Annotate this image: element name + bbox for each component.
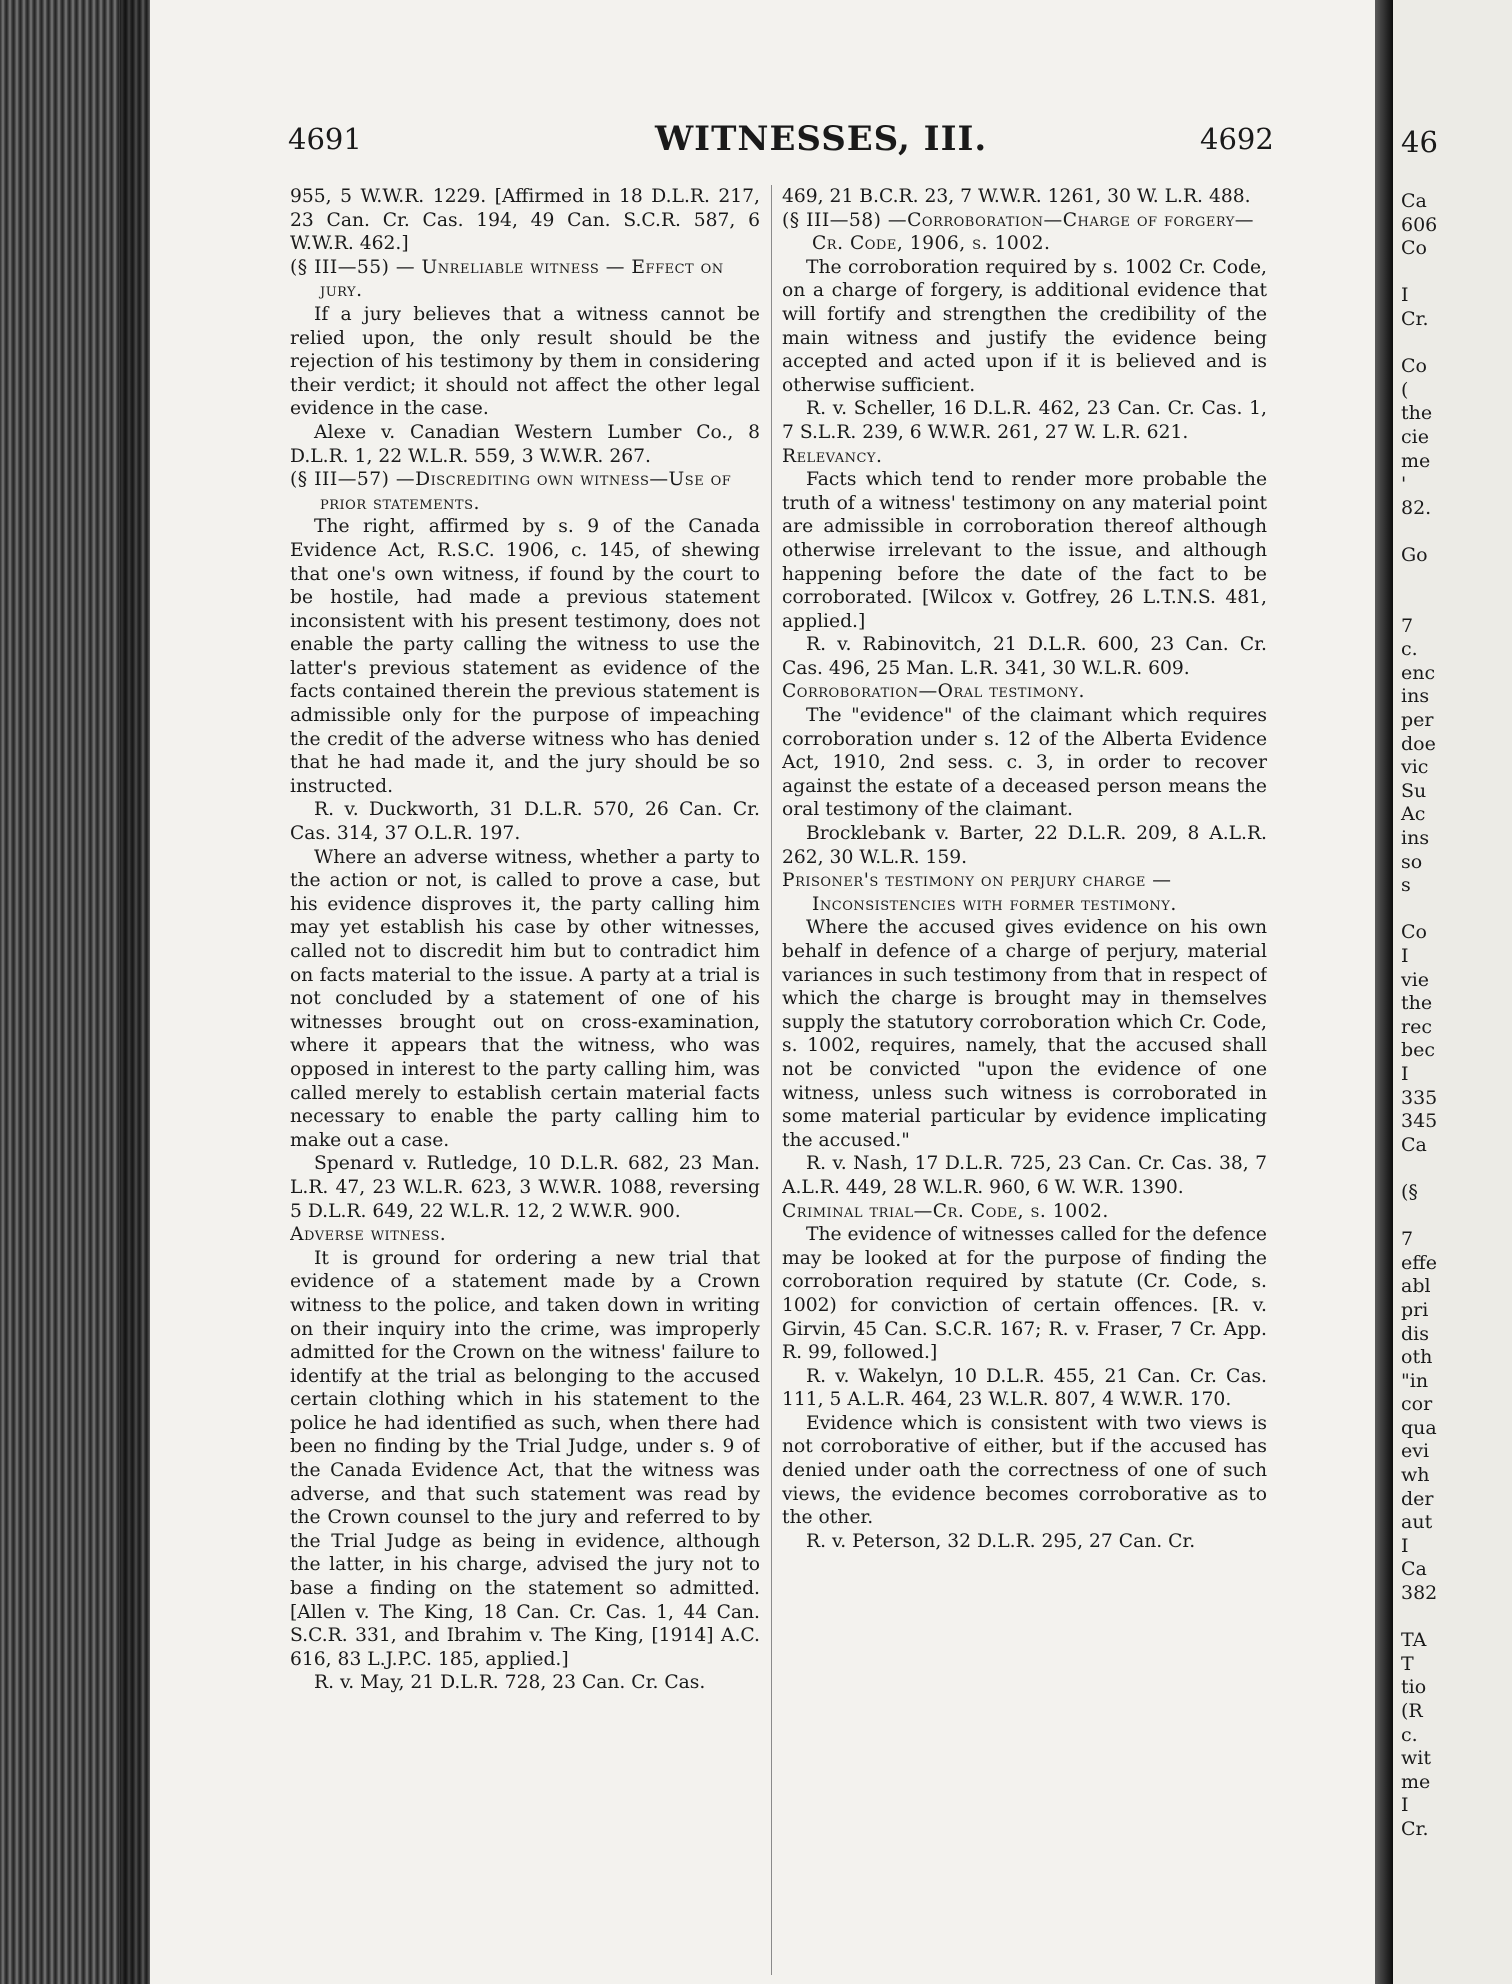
next-page-edge bbox=[1393, 0, 1512, 1984]
paragraph: The "evidence" of the claimant which requires corroboration under s. 12 of the Alberta Evidence Act, 1910, 2nd sess. c. 3, in order to recover against the estate of a deceased person means the oral testimony of the claimant. bbox=[782, 705, 1267, 821]
next-page-fragment: so bbox=[1401, 850, 1423, 873]
case-citation: R. v. Nash, 17 D.L.R. 725, 23 Can. Cr. Cas. 38, 7 A.L.R. 449, 28 W.L.R. 960, 6 W. W.R. 1390. bbox=[782, 1153, 1267, 1198]
subheading-oral-testimony: Corroboration—Oral testimony. bbox=[782, 681, 1085, 703]
section-heading-58: (§ III—58) —Corroboration—Charge of forgery—Cr. Code, 1906, s. 1002. bbox=[782, 209, 1254, 255]
next-page-fragment: per bbox=[1401, 709, 1434, 732]
next-page-fragment bbox=[1401, 898, 1512, 922]
next-page-fragment: aut bbox=[1401, 1511, 1433, 1534]
next-page-fragment: wit bbox=[1401, 1747, 1431, 1770]
next-page-fragment: 7 bbox=[1401, 614, 1414, 637]
case-citation: R. v. Peterson, 32 D.L.R. 295, 27 Can. Cr. bbox=[806, 1530, 1196, 1552]
case-citation: R. v. May, 21 D.L.R. 728, 23 Can. Cr. Cas. bbox=[314, 1672, 706, 1694]
next-page-fragment: 46 bbox=[1401, 125, 1438, 159]
subheading-relevancy: Relevancy. bbox=[782, 445, 883, 467]
next-page-fragment: me bbox=[1401, 1770, 1431, 1793]
case-citation: R. v. Scheller, 16 D.L.R. 462, 23 Can. Cr. Cas. 1, 7 S.L.R. 239, 6 W.W.R. 261, 27 W. L.R. 621. bbox=[782, 398, 1267, 443]
next-page-fragment: qua bbox=[1401, 1416, 1437, 1439]
case-citation: R. v. Wakelyn, 10 D.L.R. 455, 21 Can. Cr. Cas. 111, 5 A.L.R. 464, 23 W.L.R. 807, 4 W.W.R. 170. bbox=[782, 1365, 1267, 1411]
next-page-fragment bbox=[1401, 568, 1512, 592]
next-page-fragment: cie bbox=[1401, 425, 1429, 448]
next-page-fragment: ' bbox=[1401, 473, 1407, 496]
case-citation: R. v. Duckworth, 31 D.L.R. 570, 26 Can. Cr. Cas. 314, 37 O.L.R. 197. bbox=[290, 799, 760, 845]
next-page-fragment: (R bbox=[1401, 1700, 1423, 1722]
next-page-fragment: 345 bbox=[1401, 1110, 1438, 1133]
subheading-criminal-trial: Criminal trial—Cr. Code, s. 1002. bbox=[782, 1200, 1109, 1222]
next-page-fragment: pri bbox=[1401, 1298, 1429, 1321]
next-page-fragment: Su bbox=[1401, 779, 1427, 802]
next-page-fragment: 82. bbox=[1401, 496, 1432, 519]
next-page-fragment: vie bbox=[1401, 968, 1430, 991]
paragraph: Where an adverse witness, whether a party to the action or not, is called to prove a case, but his evidence disproves it, the party calling him may yet establish his case by other witnesses, called not to discredit him but to contradict him on facts material to the issue. A party at a trial is not concluded by a statement of one of his witnesses brought out on cross-examination, where it appears that the witness, who was opposed in interest to the party calling him, was called merely to establish certain material facts necessary to enable the party calling him to make out a case. bbox=[290, 846, 760, 1151]
next-page-fragment: ins bbox=[1401, 685, 1430, 708]
next-page-fragment: tio bbox=[1401, 1676, 1427, 1699]
next-page-fragment: me bbox=[1401, 449, 1431, 472]
right-column bbox=[782, 185, 1267, 1975]
next-page-fragment: rec bbox=[1401, 1015, 1432, 1038]
next-page-fragment: Ac bbox=[1401, 803, 1426, 826]
subheading-adverse-witness: Adverse witness. bbox=[290, 1224, 447, 1246]
next-page-fragment: Co bbox=[1401, 355, 1427, 378]
paragraph: The right, affirmed by s. 9 of the Canada Evidence Act, R.S.C. 1906, c. 145, of shewing that one's own witness, if found by the court to be hostile, had made a previous statement inconsistent with his present testimony, does not enable the party calling the witness to use the latter's previous statement as evidence of the facts contained therein the previous statement is admissible only for the purpose of impeaching the credit of the adverse witness who has denied that he had made it, and the jury should be so instructed. bbox=[290, 516, 760, 797]
next-page-fragment: dis bbox=[1401, 1322, 1429, 1345]
next-page-fragment: I bbox=[1401, 1794, 1409, 1817]
next-page-fragment: 335 bbox=[1401, 1086, 1438, 1109]
paragraph: The evidence of witnesses called for the defence may be looked at for the purpose of finding the corroboration required by statute (Cr. Code, s. 1002) for conviction of certain offences. [R. v. Girvin, 45 Can. S.C.R. 167; R. v. Fraser, 7 Cr. App. R. 99, followed.] bbox=[782, 1224, 1267, 1364]
paragraph: Evidence which is consistent with two views is not corroborative of either, but if the accused has denied under oath the correctness of one of such views, the evidence becomes corroborative as to the other. bbox=[782, 1412, 1267, 1529]
next-page-fragments bbox=[1401, 112, 1512, 1842]
continuation-citation: 955, 5 W.W.R. 1229. [Affirmed in 18 D.L.R. 217, 23 Can. Cr. Cas. 194, 49 Can. S.C.R. 587, 6 W.W.R. 462.] bbox=[290, 186, 760, 255]
paragraph: The corroboration required by s. 1002 Cr. Code, on a charge of forgery, is additional evidence that will fortify and strengthen the credibility of the main witness and justify the evidence being accepted and acted upon if it is believed and is otherwise sufficient. bbox=[782, 256, 1267, 396]
next-page-fragment: the bbox=[1401, 402, 1433, 425]
next-page-fragment: TA bbox=[1401, 1629, 1427, 1652]
next-page-fragment: c. bbox=[1401, 638, 1418, 661]
case-citation: Spenard v. Rutledge, 10 D.L.R. 682, 23 Man. L.R. 47, 23 W.L.R. 623, 3 W.W.R. 1088, reversing 5 D.L.R. 649, 22 W.L.R. 12, 2 W.W.R. 900. bbox=[290, 1153, 760, 1222]
next-page-fragment bbox=[1401, 332, 1512, 356]
next-page-fragment: Go bbox=[1401, 543, 1428, 566]
case-citation: Alexe v. Canadian Western Lumber Co., 8 D.L.R. 1, 22 W.L.R. 559, 3 W.W.R. 267. bbox=[290, 421, 760, 467]
next-page-fragment: ( bbox=[1401, 378, 1409, 401]
next-page-fragment: 382 bbox=[1401, 1582, 1438, 1605]
next-page-fragment: der bbox=[1401, 1487, 1434, 1510]
next-page-fragment: Ca bbox=[1401, 1558, 1427, 1581]
paragraph: If a jury believes that a witness cannot be relied upon, the only result should be the rejection of his testimony by them in considering their verdict; it should not affect the other legal evidence in the case. bbox=[290, 303, 760, 420]
page-number-left: 4691 bbox=[288, 122, 362, 156]
subheading-prisoner-testimony: Prisoner's testimony on perjury charge —Inconsistencies with former testimony. bbox=[782, 870, 1177, 915]
next-page-fragment: Cr. bbox=[1401, 1817, 1429, 1840]
next-page-fragment bbox=[1401, 261, 1512, 285]
next-page-fragment: abl bbox=[1401, 1275, 1431, 1298]
running-title: WITNESSES, III. bbox=[655, 119, 988, 159]
next-page-fragment: enc bbox=[1401, 661, 1436, 684]
next-page-fragment: evi bbox=[1401, 1440, 1430, 1463]
paragraph: Where the accused gives evidence on his own behalf in defence of a charge of perjury, material variances in such testimony from that in respect of which the charge is brought may in themselves supply the statutory corroboration which Cr. Code, s. 1002, requires, namely, that the accused shall not be convicted "upon the evidence of one witness, unless such witness is corroborated in some material particular by evidence implicating the accused." bbox=[782, 917, 1267, 1151]
section-heading-57: (§ III—57) —Discrediting own witness—Use of prior statements. bbox=[290, 469, 732, 514]
left-column bbox=[290, 185, 760, 1975]
next-page-fragment: "in bbox=[1401, 1369, 1429, 1392]
next-page-fragment bbox=[1401, 1157, 1512, 1181]
next-page-fragment bbox=[1401, 1205, 1512, 1229]
next-page-fragment: Ca bbox=[1401, 1133, 1427, 1156]
next-page-fragment: wh bbox=[1401, 1464, 1430, 1487]
next-page-fragment: doe bbox=[1401, 732, 1436, 755]
next-page-fragment: the bbox=[1401, 992, 1433, 1015]
next-page-fragment: I bbox=[1401, 1062, 1409, 1085]
next-page-fragment: bec bbox=[1401, 1039, 1436, 1062]
next-page-fragment: oth bbox=[1401, 1346, 1433, 1369]
next-page-fragment: Co bbox=[1401, 237, 1427, 260]
paragraph: Facts which tend to render more probable the truth of a witness' testimony on any material point are admissible in corroboration thereof although otherwise irrelevant to the issue, and although happening before the date of the fact to be corroborated. [Wilcox v. Gotfrey, 26 L.T.N.S. 481, applied.] bbox=[782, 469, 1267, 632]
next-page-fragment: I bbox=[1401, 284, 1409, 307]
next-page-fragment: c. bbox=[1401, 1723, 1418, 1746]
column-divider bbox=[771, 185, 772, 1975]
next-page-fragment bbox=[1401, 520, 1512, 544]
next-page-fragment: T bbox=[1401, 1652, 1414, 1675]
paragraph: It is ground for ordering a new trial that evidence of a statement made by a Crown witness to the police, and taken down in writing on their inquiry into the crime, was improperly admitted for the Crown on the witness' failure to identify at the trial as belonging to the accused certain clothing which in his statement to the police he had identified as such, when there had been no finding by the Trial Judge, under s. 9 of the Canada Evidence Act, that the witness was adverse, and that such statement was read by the Crown counsel to the jury and referred to by the Trial Judge as being in evidence, although the latter, in his charge, advised the jury not to base a finding on the statement so admitted. [Allen v. The King, 18 Can. Cr. Cas. 1, 44 Can. S.C.R. 331, and Ibrahim v. The King, [1914] A.C. 616, 83 L.J.P.C. 185, applied.] bbox=[290, 1247, 760, 1670]
next-page-fragment: I bbox=[1401, 945, 1409, 967]
next-page-fragment: I bbox=[1401, 1534, 1409, 1557]
section-heading-55: (§ III—55) — Unreliable witness — Effect on jury. bbox=[290, 256, 724, 302]
next-page-fragment: ins bbox=[1401, 827, 1430, 850]
next-page-fragment: Co bbox=[1401, 921, 1427, 944]
book-page bbox=[150, 0, 1375, 1984]
next-page-fragment: s bbox=[1401, 874, 1411, 897]
continuation-citation: 469, 21 B.C.R. 23, 7 W.W.R. 1261, 30 W. L.R. 488. bbox=[782, 186, 1251, 207]
next-page-fragment bbox=[1401, 1606, 1512, 1630]
case-citation: R. v. Rabinovitch, 21 D.L.R. 600, 23 Can. Cr. Cas. 496, 25 Man. L.R. 341, 30 W.L.R. 609. bbox=[782, 634, 1267, 679]
next-page-fragment: vic bbox=[1401, 756, 1429, 779]
next-page-fragment: 7 bbox=[1401, 1228, 1414, 1251]
next-page-fragment: effe bbox=[1401, 1251, 1437, 1274]
next-page-fragment: cor bbox=[1401, 1393, 1433, 1416]
next-page-fragment: Ca bbox=[1401, 190, 1427, 212]
next-page-fragment: 606 bbox=[1401, 213, 1438, 236]
next-page-fragment: Cr. bbox=[1401, 307, 1429, 330]
next-page-fragment: (§ bbox=[1401, 1180, 1418, 1203]
case-citation: Brocklebank v. Barter, 22 D.L.R. 209, 8 A.L.R. 262, 30 W.L.R. 159. bbox=[782, 823, 1267, 868]
page-number-right: 4692 bbox=[1200, 122, 1274, 156]
next-page-fragment bbox=[1401, 591, 1512, 615]
page-gutter bbox=[1375, 0, 1393, 1984]
